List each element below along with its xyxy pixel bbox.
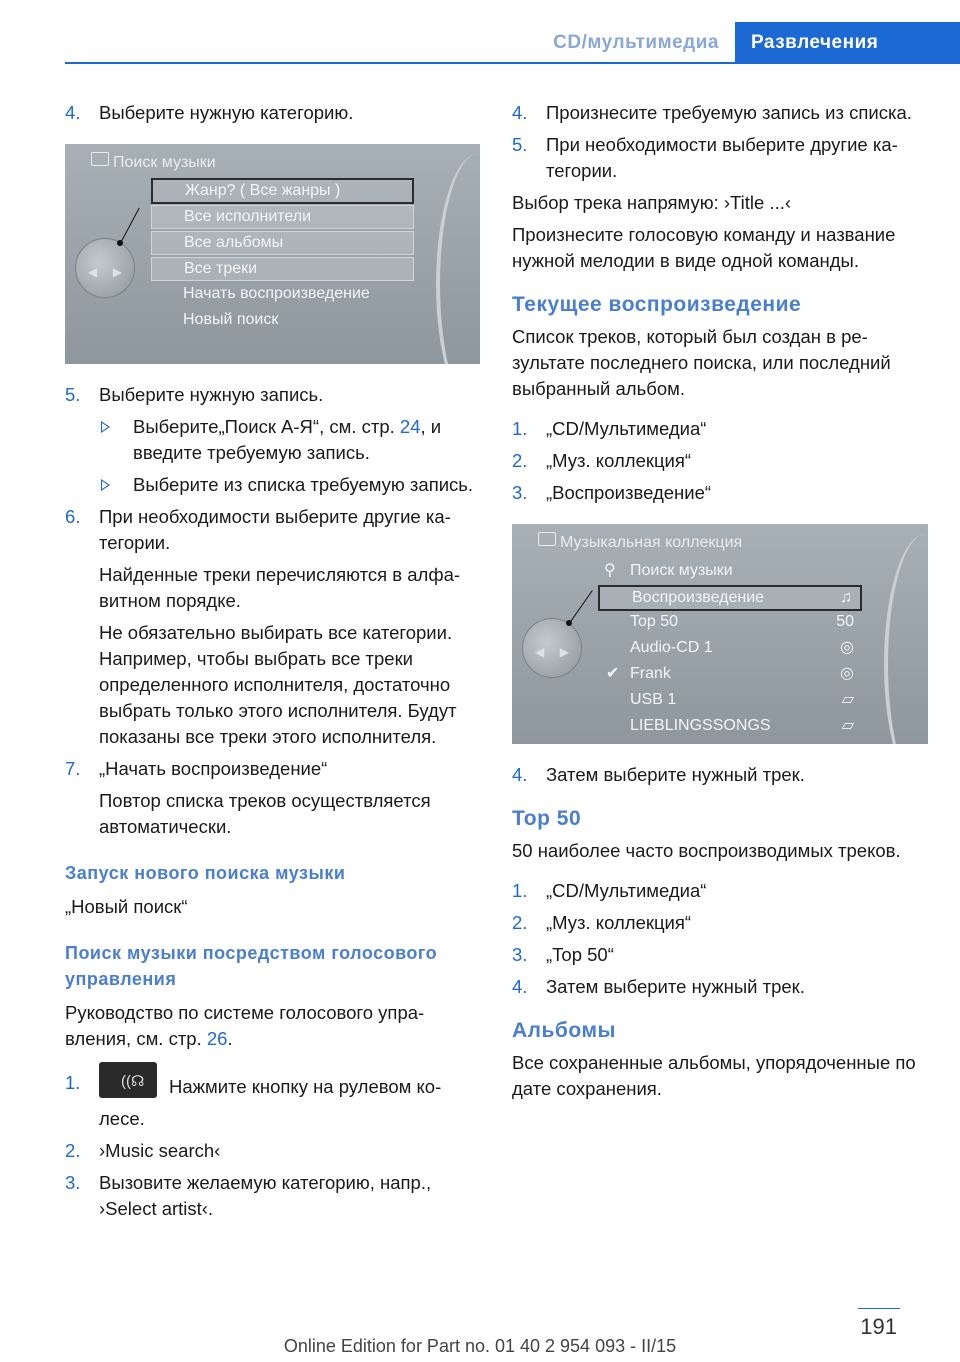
- step-number: 5.: [65, 384, 81, 405]
- playlist-icon: ♫: [840, 589, 852, 606]
- step-text: „Муз. коллекция“: [546, 912, 692, 933]
- step-text: „Воспроизведение“: [546, 482, 712, 503]
- list-item: [65, 1070, 480, 1132]
- paragraph: Руководство по системе голосового управления, см. стр. 26.: [65, 1002, 425, 1049]
- step-number: 4.: [65, 102, 81, 123]
- list-item: [65, 100, 480, 126]
- step-number: 1.: [65, 1072, 81, 1093]
- menu-row: Воспроизведение ♫: [598, 585, 862, 611]
- step-text: Нажмите кнопку на рулевом колесе.: [99, 1075, 442, 1129]
- step-text: „Начать воспроизведение“: [99, 758, 328, 779]
- list-item: [512, 942, 932, 968]
- step-text: Произнесите требуемую запись из списка.: [546, 102, 912, 123]
- section-heading: Текущее воспроизведение: [512, 293, 802, 316]
- section-heading: Запуск нового поиска музыки: [65, 863, 346, 883]
- paragraph: Найденные треки перечисляются в алфавитном порядке.: [99, 564, 461, 611]
- menu-row: Все альбомы: [151, 231, 414, 255]
- paragraph: Повтор списка треков осуществляется автоматически.: [99, 790, 431, 837]
- controller-icon: ◀ ▶: [75, 238, 135, 298]
- step-number: 4.: [512, 102, 528, 123]
- step-text: ›Music search‹: [99, 1140, 221, 1161]
- menu-row: ⚲ Поиск музыки: [598, 560, 862, 582]
- pointer-line: [569, 590, 593, 623]
- usb-icon: ▱: [841, 691, 854, 708]
- step-number: 1.: [512, 880, 528, 901]
- paragraph: 50 наиболее часто воспроизводимых треков.: [512, 840, 901, 861]
- online-edition-footer: Online Edition for Part no. 01 40 2 954 093 - II/15: [283, 1336, 677, 1356]
- list-item: [512, 132, 932, 184]
- list-item: [512, 974, 932, 1000]
- page-number: 191: [860, 1314, 897, 1339]
- screenshot-music-search: [65, 144, 480, 364]
- menu-row: Audio-CD 1 ◎: [598, 637, 862, 659]
- paragraph: Список треков, который был создан в результате последнего поиска, или последний выбранный альбом.: [512, 326, 891, 399]
- step-number: 2.: [65, 1140, 81, 1161]
- step-number: 6.: [65, 506, 81, 527]
- step-text: Затем выберите нужный трек.: [546, 764, 805, 785]
- page-number-rule: [858, 1308, 900, 1309]
- left-column: [65, 100, 480, 1228]
- section-heading: Альбомы: [512, 1019, 616, 1042]
- paragraph: Произнесите голосовую команду и название нужной мелодии в виде одной команды.: [512, 224, 896, 271]
- cd-icon: ◎: [840, 665, 854, 682]
- chapter-tab: Развлечения: [735, 22, 960, 62]
- folder-icon: ▱: [841, 717, 854, 734]
- page-link[interactable]: 26: [206, 1028, 228, 1049]
- paragraph: Все сохраненные альбомы, упорядоченные по дате сохранения.: [512, 1052, 916, 1099]
- menu-row: USB 1 ▱: [598, 689, 862, 711]
- step-number: 5.: [512, 134, 528, 155]
- checkmark-icon: ✔: [606, 665, 620, 682]
- screenshot-music-collection: [512, 524, 928, 744]
- step-number: 4.: [512, 976, 528, 997]
- step-text: „CD/Мультимедиа“: [546, 418, 707, 439]
- music-collection-icon: [538, 532, 556, 546]
- triangle-bullet-icon: [101, 479, 110, 491]
- screen-title: Музыкальная коллекция: [560, 534, 743, 551]
- step-text: Затем выберите нужный трек.: [546, 976, 805, 997]
- step-text: Выберите нужную категорию.: [99, 102, 354, 123]
- section-heading: Поиск музыки посредством голосового управления: [65, 943, 438, 989]
- list-item: [512, 762, 932, 788]
- screen-edge-arc: [884, 534, 928, 744]
- search-icon: ⚲: [604, 562, 616, 579]
- pointer-line: [120, 208, 140, 244]
- list-item: [512, 878, 932, 904]
- list-item: [65, 504, 480, 556]
- step-text: „Муз. коллекция“: [546, 450, 692, 471]
- step-number: 3.: [512, 944, 528, 965]
- right-column: [512, 100, 932, 1108]
- bullet-item: Выберите из списка требуемую запись.: [65, 472, 480, 498]
- step-text: При необходимости выберите другие категории.: [99, 506, 451, 553]
- list-item: [65, 382, 480, 408]
- page-header: [65, 22, 960, 64]
- step-number: 1.: [512, 418, 528, 439]
- step-number: 3.: [512, 482, 528, 503]
- section-heading: Top 50: [512, 807, 582, 830]
- voice-button-icon: ((☊: [99, 1062, 157, 1098]
- menu-row: Начать воспроизведение: [183, 285, 370, 302]
- list-item: [65, 756, 480, 782]
- triangle-bullet-icon: [101, 421, 110, 433]
- list-item: [512, 480, 932, 506]
- step-number: 2.: [512, 450, 528, 471]
- step-number: 2.: [512, 912, 528, 933]
- music-search-icon: [91, 152, 109, 166]
- page-link[interactable]: 24: [399, 416, 421, 437]
- list-item: [65, 1170, 480, 1222]
- step-number: 7.: [65, 758, 81, 779]
- section-tab: CD/мультимедиа: [553, 32, 719, 53]
- controller-icon: ◀ ▶: [522, 618, 582, 678]
- paragraph: Не обязательно выбирать все категории. Например, чтобы выбрать все треки определенного исполнителя, достаточно выбрать только этого исполнителя. Будут показаны все треки этого исполнителя.: [99, 622, 457, 747]
- list-item: [65, 1138, 480, 1164]
- cd-icon: ◎: [840, 639, 854, 656]
- step-text: При необходимости выберите другие категории.: [546, 134, 898, 181]
- menu-row: Жанр? ( Все жанры ): [151, 178, 414, 204]
- top-count: 50: [836, 613, 854, 630]
- screen-edge-arc: [436, 154, 480, 364]
- menu-row: Top 50 50: [598, 611, 862, 633]
- step-text: „Top 50“: [546, 944, 614, 965]
- paragraph: Выбор трека напрямую: ›Title ...‹: [512, 192, 792, 213]
- step-text: Выберите нужную запись.: [99, 384, 324, 405]
- step-text: „CD/Мультимедиа“: [546, 880, 707, 901]
- paragraph: „Новый поиск“: [65, 896, 188, 917]
- menu-row: ✔ Frank ◎: [598, 663, 862, 685]
- screen-title: Поиск музыки: [113, 154, 216, 171]
- list-item: [512, 100, 932, 126]
- menu-row: Все треки: [151, 257, 414, 281]
- list-item: [512, 416, 932, 442]
- bullet-item: Выберите„Поиск А-Я“, см. стр. 24, и введите требуемую запись.: [65, 414, 480, 466]
- menu-row: LIEBLINGSSONGS ▱: [598, 715, 862, 737]
- menu-row: Все исполнители: [151, 205, 414, 229]
- step-text: Вызовите желаемую категорию, напр., ›Select artist‹.: [99, 1172, 432, 1219]
- list-item: [512, 448, 932, 474]
- list-item: [512, 910, 932, 936]
- step-number: 4.: [512, 764, 528, 785]
- step-number: 3.: [65, 1172, 81, 1193]
- menu-row: Новый поиск: [183, 311, 279, 328]
